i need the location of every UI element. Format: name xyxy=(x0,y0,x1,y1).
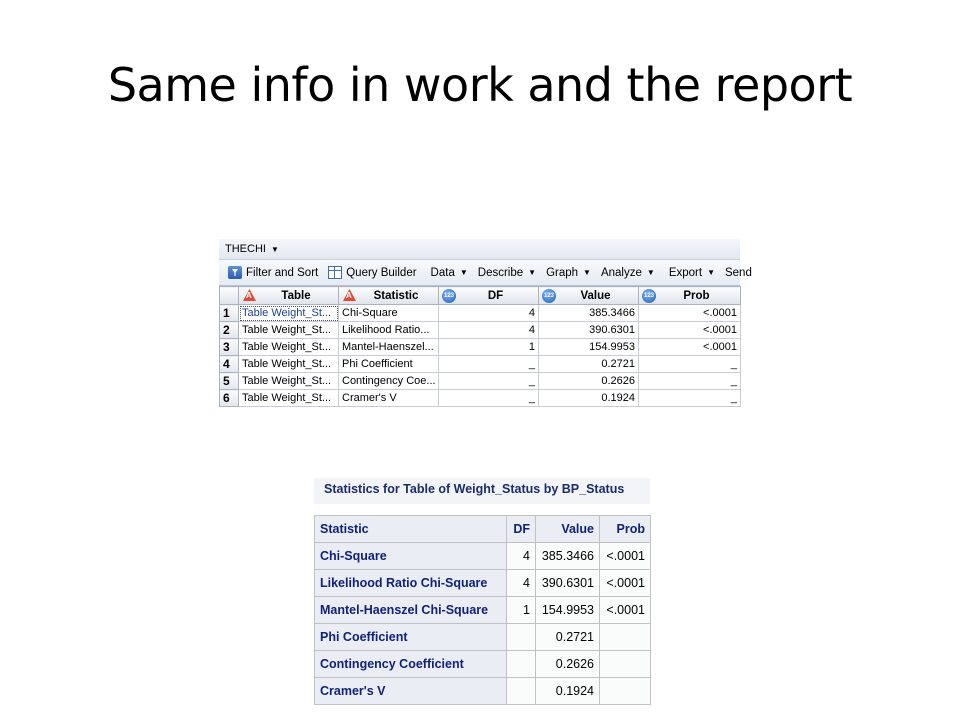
grid-cell-statistic[interactable]: Cramer's V xyxy=(339,390,439,407)
report-cell-statistic: Phi Coefficient xyxy=(315,624,507,651)
report-cell-df xyxy=(507,651,536,678)
table-row[interactable] xyxy=(220,373,741,390)
chevron-down-icon: ▼ xyxy=(646,268,655,277)
grid-cell-df[interactable]: _ xyxy=(439,373,539,390)
chevron-down-icon: ▼ xyxy=(707,268,715,277)
table-row[interactable] xyxy=(220,322,741,339)
report-cell-statistic: Cramer's V xyxy=(315,678,507,705)
chevron-down-icon: ▼ xyxy=(459,268,468,277)
send-menu-button[interactable] xyxy=(720,267,757,279)
report-cell-statistic: Likelihood Ratio Chi-Square xyxy=(315,570,507,597)
data-menu-label: Data xyxy=(430,266,455,279)
grid-cell-value[interactable]: 385.3466 xyxy=(539,305,639,322)
character-column-icon xyxy=(342,289,357,302)
filter-and-sort-label: Filter and Sort xyxy=(246,266,319,279)
chevron-down-icon: ▼ xyxy=(528,268,537,277)
report-cell-value: 385.3466 xyxy=(536,543,600,570)
report-cell-value: 0.1924 xyxy=(536,678,600,705)
table-row[interactable] xyxy=(220,356,741,373)
character-column-icon xyxy=(242,289,257,302)
send-menu-label: Send xyxy=(724,266,752,279)
report-header-df: DF xyxy=(507,516,536,543)
table-row xyxy=(315,678,651,705)
data-grid-table xyxy=(219,286,741,407)
report-header-row xyxy=(315,516,651,543)
report-header-value: Value xyxy=(536,516,600,543)
query-builder-button[interactable] xyxy=(323,266,421,279)
report-cell-prob xyxy=(600,678,651,705)
graph-menu-button[interactable] xyxy=(541,267,596,279)
grid-cell-table[interactable]: Table Weight_St... xyxy=(239,339,339,356)
report-cell-prob xyxy=(600,624,651,651)
grid-cell-value[interactable]: 0.2721 xyxy=(539,356,639,373)
grid-cell-prob[interactable]: _ xyxy=(639,390,741,407)
grid-cell-statistic[interactable]: Phi Coefficient xyxy=(339,356,439,373)
grid-cell-table[interactable]: Table Weight_St... xyxy=(239,373,339,390)
table-row xyxy=(315,570,651,597)
grid-cell-value[interactable]: 0.1924 xyxy=(539,390,639,407)
report-title: Statistics for Table of Weight_Status by BP_Status xyxy=(314,478,650,504)
grid-cell-statistic[interactable]: Likelihood Ratio... xyxy=(339,322,439,339)
grid-cell-value[interactable]: 390.6301 xyxy=(539,322,639,339)
table-row[interactable] xyxy=(220,390,741,407)
grid-cell-prob[interactable]: _ xyxy=(639,356,741,373)
query-builder-icon xyxy=(328,266,342,279)
export-menu-label: Export xyxy=(668,266,703,279)
report-cell-df xyxy=(507,624,536,651)
table-row xyxy=(315,624,651,651)
export-menu-button[interactable] xyxy=(664,267,720,279)
grid-cell-prob[interactable]: <.0001 xyxy=(639,322,741,339)
grid-cell-prob[interactable]: <.0001 xyxy=(639,339,741,356)
row-number[interactable]: 6 xyxy=(220,390,239,407)
grid-cell-statistic[interactable]: Chi-Square xyxy=(339,305,439,322)
describe-menu-button[interactable] xyxy=(473,267,541,279)
report-cell-statistic: Contingency Coefficient xyxy=(315,651,507,678)
report-header-statistic: Statistic xyxy=(315,516,507,543)
grid-cell-value[interactable]: 154.9953 xyxy=(539,339,639,356)
table-row[interactable] xyxy=(220,305,741,322)
report-cell-value: 154.9953 xyxy=(536,597,600,624)
grid-cell-df[interactable]: 1 xyxy=(439,339,539,356)
column-header-df[interactable]: 123 DF xyxy=(439,287,539,305)
table-row xyxy=(315,543,651,570)
column-header-table[interactable]: A Table xyxy=(239,287,339,305)
data-menu-button[interactable] xyxy=(426,267,473,279)
numeric-column-icon: 123 xyxy=(542,289,556,303)
grid-cell-prob[interactable]: _ xyxy=(639,373,741,390)
analyze-menu-button[interactable] xyxy=(596,267,660,279)
column-header-statistic[interactable]: A Statistic xyxy=(339,287,439,305)
report-table xyxy=(314,515,651,705)
data-grid-window xyxy=(219,239,752,412)
table-row xyxy=(315,597,651,624)
column-header-value[interactable]: 123 Value xyxy=(539,287,639,305)
grid-cell-statistic[interactable]: Contingency Coe... xyxy=(339,373,439,390)
grid-cell-df[interactable]: _ xyxy=(439,390,539,407)
report-header-prob: Prob xyxy=(600,516,651,543)
report-cell-value: 0.2626 xyxy=(536,651,600,678)
report-output xyxy=(314,478,650,705)
chevron-down-icon: ▼ xyxy=(270,244,279,254)
filter-icon xyxy=(228,266,242,279)
numeric-column-icon: 123 xyxy=(442,289,456,303)
grid-cell-df[interactable]: 4 xyxy=(439,305,539,322)
report-cell-prob: <.0001 xyxy=(600,597,651,624)
report-cell-statistic: Chi-Square xyxy=(315,543,507,570)
grid-cell-df[interactable]: 4 xyxy=(439,322,539,339)
report-cell-prob: <.0001 xyxy=(600,570,651,597)
row-number-header[interactable] xyxy=(220,287,239,305)
grid-cell-df[interactable]: _ xyxy=(439,356,539,373)
grid-cell-table[interactable]: Table Weight_St... xyxy=(239,356,339,373)
report-cell-df: 4 xyxy=(507,570,536,597)
report-cell-value: 0.2721 xyxy=(536,624,600,651)
slide-title: Same info in work and the report xyxy=(107,58,853,112)
report-cell-df xyxy=(507,678,536,705)
grid-title: THECHI xyxy=(225,243,266,255)
report-cell-prob: <.0001 xyxy=(600,543,651,570)
numeric-column-icon: 123 xyxy=(642,289,656,303)
grid-cell-table[interactable]: Table Weight_St... xyxy=(239,390,339,407)
grid-cell-value[interactable]: 0.2626 xyxy=(539,373,639,390)
chevron-down-icon: ▼ xyxy=(583,268,591,277)
grid-cell-prob[interactable]: <.0001 xyxy=(639,305,741,322)
describe-menu-label: Describe xyxy=(477,266,524,279)
table-row[interactable] xyxy=(220,339,741,356)
row-number[interactable]: 3 xyxy=(220,339,239,356)
graph-menu-label: Graph xyxy=(546,266,579,279)
grid-cell-table[interactable]: Table Weight_St... xyxy=(239,322,339,339)
row-number[interactable]: 1 xyxy=(220,305,239,322)
grid-toolbar xyxy=(219,260,752,286)
row-number[interactable]: 5 xyxy=(220,373,239,390)
report-cell-df: 4 xyxy=(507,543,536,570)
grid-cell-statistic[interactable]: Mantel-Haenszel... xyxy=(339,339,439,356)
row-number[interactable]: 2 xyxy=(220,322,239,339)
report-cell-value: 390.6301 xyxy=(536,570,600,597)
analyze-menu-label: Analyze xyxy=(600,266,642,279)
query-builder-label: Query Builder xyxy=(346,266,417,279)
grid-cell-table[interactable]: Table Weight_St... xyxy=(239,305,339,322)
report-cell-prob xyxy=(600,651,651,678)
column-header-prob[interactable]: 123 Prob xyxy=(639,287,741,305)
grid-title-dropdown[interactable] xyxy=(219,239,740,260)
grid-header-row xyxy=(220,287,741,305)
filter-and-sort-button[interactable] xyxy=(223,266,323,279)
row-number[interactable]: 4 xyxy=(220,356,239,373)
report-cell-statistic: Mantel-Haenszel Chi-Square xyxy=(315,597,507,624)
report-cell-df: 1 xyxy=(507,597,536,624)
table-row xyxy=(315,651,651,678)
